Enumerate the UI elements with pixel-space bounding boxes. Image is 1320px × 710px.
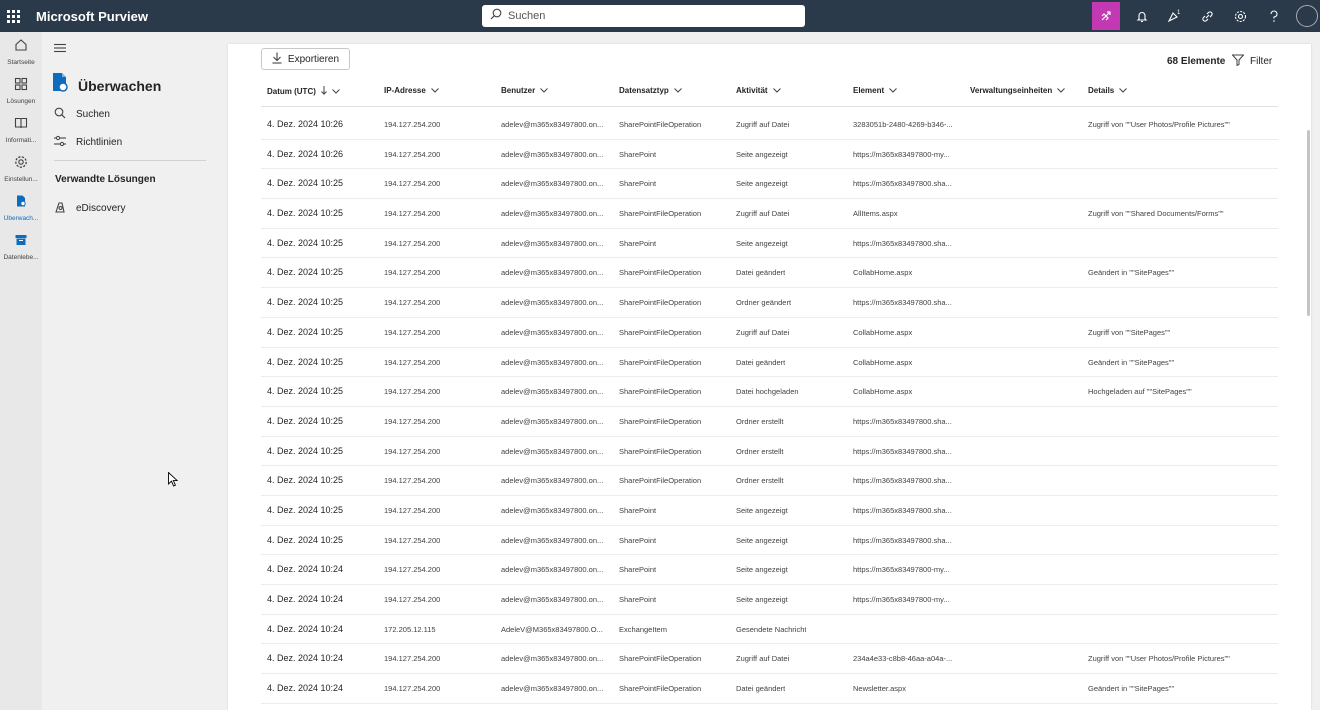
solutions-icon [14, 77, 28, 96]
column-header-details[interactable] [1088, 86, 1127, 95]
cell-date: 4. Dez. 2024 10:24 [267, 594, 344, 604]
cell-details: Geändert in ""SitePages"" [1088, 268, 1175, 278]
cell-user: adelev@m365x83497800.on... [501, 476, 604, 486]
table-header [261, 77, 1278, 107]
cell-ip: 194.127.254.200 [384, 179, 441, 189]
sliders-icon [54, 135, 66, 150]
cell-item: https://m365x83497800.sha... [853, 476, 952, 486]
cell-item: https://m365x83497800.sha... [853, 535, 952, 545]
search-icon [54, 107, 66, 122]
cell-user: adelev@m365x83497800.on... [501, 684, 604, 694]
cell-item: https://m365x83497800-my... [853, 149, 950, 159]
cell-activity: Seite angezeigt [736, 565, 788, 575]
cell-item: CollabHome.aspx [853, 357, 913, 367]
table-row[interactable] [261, 555, 1278, 585]
cell-user: adelev@m365x83497800.on... [501, 298, 604, 308]
table-row[interactable] [261, 199, 1278, 229]
cell-user: AdeleV@M365x83497800.O... [501, 624, 603, 634]
nav-item-search[interactable] [54, 107, 110, 122]
sort-descending-icon [321, 86, 327, 97]
cell-record-type: SharePointFileOperation [619, 268, 702, 278]
cell-details: Hochgeladen auf ""SitePages"" [1088, 387, 1192, 397]
cell-user: adelev@m365x83497800.on... [501, 357, 604, 367]
cell-date: 4. Dez. 2024 10:25 [267, 267, 344, 278]
chevron-down-icon [540, 86, 548, 95]
copilot-icon[interactable] [1092, 2, 1120, 30]
cell-details: Zugriff von ""User Photos/Profile Pictures"" [1088, 654, 1230, 664]
rail-item-audit[interactable] [0, 188, 42, 227]
table-row[interactable] [261, 169, 1278, 199]
search-icon [490, 7, 502, 25]
cell-activity: Datei geändert [736, 684, 786, 694]
mouse-cursor-icon [168, 472, 178, 492]
secondary-nav [42, 32, 216, 710]
cell-record-type: SharePointFileOperation [619, 654, 702, 664]
section-header [50, 72, 161, 99]
cell-user: adelev@m365x83497800.on... [501, 654, 604, 664]
cell-user: adelev@m365x83497800.on... [501, 387, 604, 397]
table-row[interactable] [261, 318, 1278, 348]
table-row[interactable] [261, 466, 1278, 496]
rail-item-settings[interactable] [0, 149, 42, 188]
cell-record-type: SharePoint [619, 505, 657, 515]
rail-label: Überwach... [3, 214, 39, 222]
svg-text:1: 1 [1176, 10, 1180, 16]
cell-activity: Seite angezeigt [736, 238, 788, 248]
cell-ip: 194.127.254.200 [384, 327, 441, 337]
cell-date: 4. Dez. 2024 10:25 [267, 208, 344, 219]
cell-activity: Zugriff auf Datei [736, 120, 790, 129]
cell-ip: 194.127.254.200 [384, 238, 441, 248]
hamburger-icon[interactable] [54, 40, 66, 58]
column-label: Element [853, 86, 885, 95]
nav-item-label: Richtlinien [76, 137, 123, 148]
table-row[interactable] [261, 496, 1278, 526]
cell-activity: Zugriff auf Datei [736, 654, 790, 664]
table-row[interactable] [261, 437, 1278, 467]
cell-ip: 194.127.254.200 [384, 684, 441, 694]
cell-ip: 194.127.254.200 [384, 268, 441, 278]
column-header-date[interactable] [267, 86, 340, 97]
cell-item: CollabHome.aspx [853, 327, 913, 337]
cell-date: 4. Dez. 2024 10:24 [267, 683, 344, 694]
search-input[interactable] [482, 5, 805, 27]
chevron-down-icon [431, 86, 439, 95]
rail-item-lifecycle[interactable] [0, 227, 42, 266]
cell-user: adelev@m365x83497800.on... [501, 327, 604, 337]
book-icon [14, 116, 28, 135]
chevron-down-icon [674, 86, 682, 95]
cell-activity: Datei geändert [736, 357, 786, 367]
column-label: Datensatztyp [619, 86, 669, 95]
table-row[interactable] [261, 229, 1278, 259]
chevron-down-icon [1119, 86, 1127, 95]
app-launcher-icon[interactable] [0, 0, 27, 32]
table-row[interactable] [261, 377, 1278, 407]
table-row[interactable] [261, 288, 1278, 318]
cell-ip: 194.127.254.200 [384, 120, 441, 129]
whats-new-icon[interactable] [1158, 0, 1191, 32]
cell-date: 4. Dez. 2024 10:25 [267, 415, 344, 426]
cell-item: Newsletter.aspx [853, 684, 906, 694]
cell-record-type: SharePointFileOperation [619, 684, 702, 694]
link-icon[interactable] [1191, 0, 1224, 32]
cell-user: adelev@m365x83497800.on... [501, 268, 604, 278]
cell-record-type: SharePointFileOperation [619, 298, 702, 308]
filter-label: Filter [1250, 56, 1273, 67]
gear-icon [14, 155, 28, 174]
cell-date: 4. Dez. 2024 10:26 [267, 119, 344, 129]
cell-user: adelev@m365x83497800.on... [501, 120, 604, 129]
cell-activity: Zugriff auf Datei [736, 209, 790, 219]
cell-date: 4. Dez. 2024 10:25 [267, 237, 344, 248]
export-label: Exportieren [287, 53, 340, 65]
table-row[interactable] [261, 258, 1278, 288]
cell-user: adelev@m365x83497800.on... [501, 416, 604, 426]
filter-icon [1232, 54, 1244, 69]
cell-item: CollabHome.aspx [853, 387, 913, 397]
cell-ip: 194.127.254.200 [384, 505, 441, 515]
cell-details: Geändert in ""SitePages"" [1088, 357, 1175, 367]
cell-activity: Seite angezeigt [736, 505, 788, 515]
cell-activity: Ordner erstellt [736, 476, 784, 486]
column-label: Verwaltungseinheiten [970, 86, 1053, 95]
cell-record-type: SharePoint [619, 238, 657, 248]
page-title: Überwachen [78, 77, 162, 94]
bell-icon[interactable] [1125, 0, 1158, 32]
column-label: Benutzer [501, 86, 536, 95]
settings-icon[interactable] [1224, 0, 1257, 32]
cell-user: adelev@m365x83497800.on... [501, 179, 604, 189]
cell-date: 4. Dez. 2024 10:24 [267, 564, 344, 575]
cell-details: Zugriff von ""Shared Documents/Forms"" [1088, 209, 1224, 219]
nav-divider [54, 160, 206, 161]
cell-record-type: SharePointFileOperation [619, 446, 702, 456]
cell-item: https://m365x83497800.sha... [853, 505, 952, 515]
top-icons [1092, 0, 1320, 32]
help-icon[interactable] [1257, 0, 1290, 32]
cell-item: https://m365x83497800-my... [853, 565, 950, 575]
rail-label: Datenlebe... [3, 253, 39, 261]
chevron-down-icon [773, 86, 781, 95]
cell-ip: 194.127.254.200 [384, 149, 441, 159]
rail-label: Informati... [5, 136, 37, 144]
cell-ip: 194.127.254.200 [384, 387, 441, 397]
column-label: Aktivität [736, 86, 768, 95]
cell-details: Geändert in ""SitePages"" [1088, 684, 1175, 694]
cell-item: AllItems.aspx [853, 209, 898, 219]
cell-record-type: SharePoint [619, 179, 657, 189]
cell-date: 4. Dez. 2024 10:25 [267, 445, 344, 456]
cell-date: 4. Dez. 2024 10:24 [267, 653, 344, 664]
rail-item-information[interactable] [0, 110, 42, 149]
cell-date: 4. Dez. 2024 10:25 [267, 534, 344, 545]
cell-ip: 194.127.254.200 [384, 654, 441, 664]
rail-item-solutions[interactable] [0, 71, 42, 110]
audit-icon [50, 72, 70, 99]
cell-user: adelev@m365x83497800.on... [501, 535, 604, 545]
nav-item-policies[interactable] [54, 135, 122, 150]
cell-activity: Ordner erstellt [736, 446, 784, 456]
cell-record-type: SharePoint [619, 565, 657, 575]
cell-user: adelev@m365x83497800.on... [501, 446, 604, 456]
cell-record-type: SharePointFileOperation [619, 120, 702, 129]
table-row[interactable] [261, 674, 1278, 704]
table-row[interactable] [261, 140, 1278, 170]
cell-activity: Seite angezeigt [736, 535, 788, 545]
cell-record-type: SharePointFileOperation [619, 357, 702, 367]
cell-record-type: SharePointFileOperation [619, 416, 702, 426]
cell-date: 4. Dez. 2024 10:25 [267, 386, 344, 397]
cell-date: 4. Dez. 2024 10:25 [267, 504, 344, 515]
cell-user: adelev@m365x83497800.on... [501, 505, 604, 515]
column-header-record-type[interactable] [619, 86, 682, 95]
cell-ip: 194.127.254.200 [384, 565, 441, 575]
nav-item-label: Suchen [76, 109, 110, 120]
download-icon [272, 52, 282, 67]
cell-item: https://m365x83497800.sha... [853, 179, 952, 189]
audit-icon [14, 194, 28, 213]
cell-details: Zugriff von ""User Photos/Profile Pictures"" [1088, 120, 1230, 129]
cell-date: 4. Dez. 2024 10:25 [267, 178, 344, 189]
cell-record-type: ExchangeItem [619, 624, 667, 634]
cell-record-type: SharePoint [619, 595, 657, 604]
column-header-item[interactable] [853, 86, 897, 95]
cell-item: CollabHome.aspx [853, 268, 913, 278]
column-label: IP-Adresse [384, 86, 426, 95]
cell-user: adelev@m365x83497800.on... [501, 149, 604, 159]
cell-date: 4. Dez. 2024 10:25 [267, 297, 344, 308]
cell-record-type: SharePoint [619, 535, 657, 545]
cell-ip: 194.127.254.200 [384, 416, 441, 426]
cell-ip: 172.205.12.115 [384, 624, 436, 634]
table-row[interactable] [261, 526, 1278, 556]
cell-date: 4. Dez. 2024 10:25 [267, 356, 344, 367]
cell-item: https://m365x83497800.sha... [853, 298, 952, 308]
cell-date: 4. Dez. 2024 10:25 [267, 326, 344, 337]
chevron-down-icon [332, 87, 340, 96]
archive-icon [14, 233, 28, 252]
cell-user: adelev@m365x83497800.on... [501, 238, 604, 248]
export-button[interactable] [261, 48, 350, 70]
ediscovery-icon [54, 201, 66, 216]
search-placeholder: Suchen [508, 10, 546, 22]
table-row[interactable] [261, 644, 1278, 674]
chevron-down-icon [889, 86, 897, 95]
cell-ip: 194.127.254.200 [384, 298, 441, 308]
rail-label: Startseite [7, 58, 35, 66]
column-header-user[interactable] [501, 86, 548, 95]
cell-ip: 194.127.254.200 [384, 535, 441, 545]
cell-date: 4. Dez. 2024 10:26 [267, 148, 344, 159]
cell-activity: Seite angezeigt [736, 149, 788, 159]
cell-record-type: SharePointFileOperation [619, 476, 702, 486]
cell-ip: 194.127.254.200 [384, 357, 441, 367]
cell-item: 234a4e33-c8b8-46aa-a04a-... [853, 654, 953, 664]
table-row[interactable] [261, 585, 1278, 615]
cell-details: Zugriff von ""SitePages"" [1088, 327, 1171, 337]
cell-ip: 194.127.254.200 [384, 476, 441, 486]
cell-ip: 194.127.254.200 [384, 595, 441, 604]
table-row[interactable] [261, 348, 1278, 378]
cell-date: 4. Dez. 2024 10:24 [267, 623, 344, 634]
cell-date: 4. Dez. 2024 10:25 [267, 475, 344, 486]
app-title[interactable]: Microsoft Purview [36, 8, 148, 24]
column-header-ip[interactable] [384, 86, 439, 95]
cell-user: adelev@m365x83497800.on... [501, 595, 604, 604]
cell-activity: Seite angezeigt [736, 595, 788, 604]
cell-item: https://m365x83497800.sha... [853, 416, 952, 426]
nav-item-ediscovery[interactable] [54, 201, 125, 216]
column-label: Details [1088, 86, 1115, 95]
cell-activity: Datei geändert [736, 268, 786, 278]
filter-button[interactable] [1232, 54, 1272, 69]
scrollbar[interactable] [1307, 130, 1310, 316]
rail-label: Einstellun... [4, 175, 38, 183]
cell-record-type: SharePointFileOperation [619, 209, 702, 219]
cell-user: adelev@m365x83497800.on... [501, 565, 604, 575]
cell-activity: Seite angezeigt [736, 179, 788, 189]
cell-record-type: SharePointFileOperation [619, 387, 702, 397]
left-rail [0, 32, 42, 710]
column-label: Datum (UTC) [267, 87, 316, 96]
cell-record-type: SharePoint [619, 149, 657, 159]
audit-results-panel [228, 44, 1311, 710]
table-body [261, 110, 1278, 704]
avatar[interactable] [1296, 5, 1318, 27]
rail-item-home[interactable] [0, 32, 42, 71]
cell-ip: 194.127.254.200 [384, 446, 441, 456]
rail-label: Lösungen [6, 97, 36, 105]
nav-item-label: eDiscovery [76, 203, 126, 214]
nav-group-title: Verwandte Lösungen [55, 174, 156, 185]
cell-activity: Ordner geändert [736, 298, 792, 308]
cell-activity: Datei hochgeladen [736, 387, 799, 397]
table-row[interactable] [261, 110, 1278, 140]
column-header-activity[interactable] [736, 86, 781, 95]
cell-ip: 194.127.254.200 [384, 209, 441, 219]
item-count: 68 Elemente [1167, 56, 1226, 67]
cell-activity: Ordner erstellt [736, 416, 784, 426]
cell-record-type: SharePointFileOperation [619, 327, 702, 337]
cell-activity: Gesendete Nachricht [736, 624, 807, 634]
cell-item: https://m365x83497800.sha... [853, 446, 952, 456]
cell-item: https://m365x83497800-my... [853, 595, 950, 604]
top-bar [0, 0, 1320, 32]
home-icon [14, 38, 28, 57]
chevron-down-icon [1057, 86, 1065, 95]
cell-item: 3283051b-2480-4269-b346-... [853, 120, 953, 129]
column-header-admin-units[interactable] [970, 86, 1065, 95]
table-row[interactable] [261, 615, 1278, 645]
table-row[interactable] [261, 407, 1278, 437]
cell-activity: Zugriff auf Datei [736, 327, 790, 337]
cell-user: adelev@m365x83497800.on... [501, 209, 604, 219]
cell-item: https://m365x83497800.sha... [853, 238, 952, 248]
